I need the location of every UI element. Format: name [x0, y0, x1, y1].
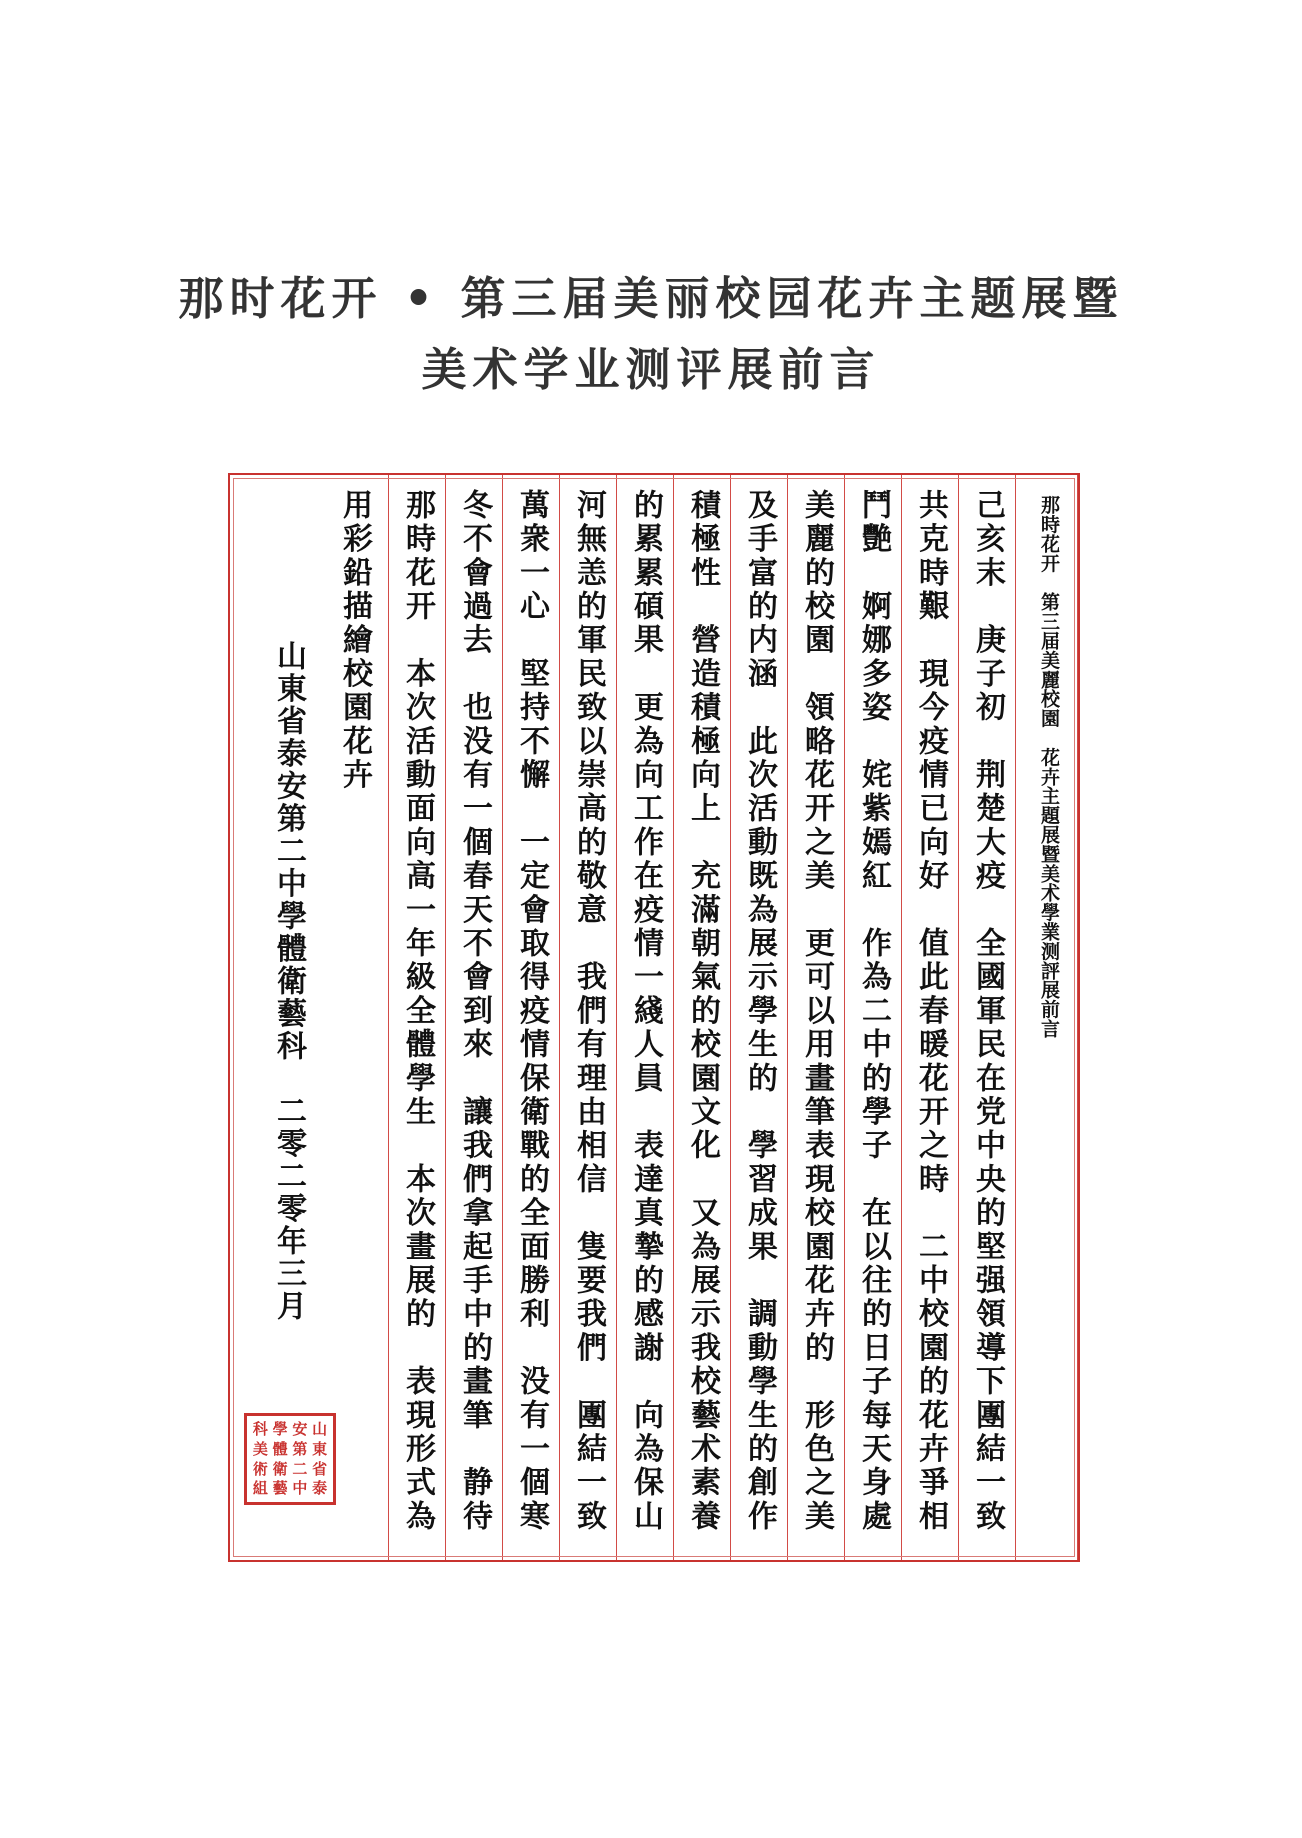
- text-column: [731, 475, 788, 1560]
- title-line-2: 美术学业测评展前言: [421, 343, 881, 396]
- signature-column: [230, 475, 344, 1560]
- seal-glyph: 衛: [272, 1459, 288, 1478]
- seal-glyph: 東: [312, 1439, 328, 1458]
- text-column: [902, 475, 959, 1560]
- column-text: 冬不會過去 也没有一個春天不會到來 讓我們拿起手中的畫筆 静待: [457, 489, 492, 1534]
- column-text: 那時花开 本次活動面向高一年級全體學生 本次畫展的 表現形式為: [400, 489, 435, 1534]
- red-seal-stamp: [244, 1413, 336, 1505]
- seal-glyph: 安: [292, 1420, 308, 1438]
- column-text: 那時花开 第三届美麗校園 花卉主題展暨美术學業测評展前言: [1038, 495, 1060, 1039]
- seal-glyph: 第: [292, 1439, 308, 1458]
- calligraphy-frame: [228, 473, 1080, 1562]
- text-column: [845, 475, 902, 1560]
- seal-glyph: 山: [312, 1420, 328, 1438]
- text-column: [788, 475, 845, 1560]
- seal-glyph: 省: [312, 1459, 328, 1478]
- column-text: 萬衆一心 堅持不懈 一定會取得疫情保衛戰的全面勝利 没有一個寒: [514, 489, 549, 1534]
- seal-glyph: 泰: [312, 1479, 328, 1498]
- column-text: 用彩鉛描繪校園花卉: [337, 489, 372, 793]
- seal-glyph: 科: [252, 1420, 268, 1438]
- column-text: 己亥末 庚子初 荆楚大疫 全國軍民在党中央的堅强領導下團結一致: [970, 489, 1005, 1534]
- column-text: 河無恙的軍民致以崇高的敬意 我們有理由相信 隻要我們 團結一致: [571, 489, 606, 1534]
- column-text: 美麗的校園 領略花开之美 更可以用畫筆表現校園花卉的 形色之美: [799, 489, 834, 1534]
- column-text: 積極性 營造積極向上 充滿朝氣的校園文化 又為展示我校藝术素養: [685, 489, 720, 1534]
- seal-glyph: 組: [252, 1479, 268, 1498]
- text-column: [674, 475, 731, 1560]
- column-text: 及手富的内涵 此次活動既為展示學生的 學習成果 調動學生的創作: [742, 489, 777, 1534]
- signature-date: 二零二零年三月: [271, 1095, 306, 1323]
- text-column: [959, 475, 1016, 1560]
- seal-glyph: 二: [292, 1459, 308, 1478]
- column-text: 鬥艷 婀娜多姿 姹紫嫣紅 作為二中的學子 在以往的日子每天身處: [856, 489, 891, 1534]
- text-column: [337, 475, 389, 1560]
- seal-glyph: 藝: [272, 1479, 288, 1498]
- text-column: [446, 475, 503, 1560]
- title-line-1: 那时花开 • 第三届美丽校园花卉主题展暨: [178, 272, 1124, 325]
- text-column: [503, 475, 560, 1560]
- text-column: [560, 475, 617, 1560]
- signature-text: [230, 640, 344, 1323]
- seal-glyph: 美: [252, 1439, 268, 1458]
- seal-glyph: 體: [272, 1439, 288, 1458]
- seal-glyph: 學: [272, 1420, 288, 1438]
- text-column: [389, 475, 446, 1560]
- text-column-heading: [1016, 475, 1078, 1560]
- text-column: [617, 475, 674, 1560]
- seal-glyph: 術: [252, 1459, 268, 1478]
- seal-glyph: 中: [292, 1479, 308, 1498]
- column-text: 的累累碩果 更為向工作在疫情一綫人員 表達真摯的感謝 向為保山: [628, 489, 663, 1534]
- signature-org: 山東省泰安第二中學體衛藝科: [271, 640, 306, 1063]
- column-text: 共克時艱 現今疫情已向好 值此春暖花开之時 二中校園的花卉爭相: [913, 489, 948, 1534]
